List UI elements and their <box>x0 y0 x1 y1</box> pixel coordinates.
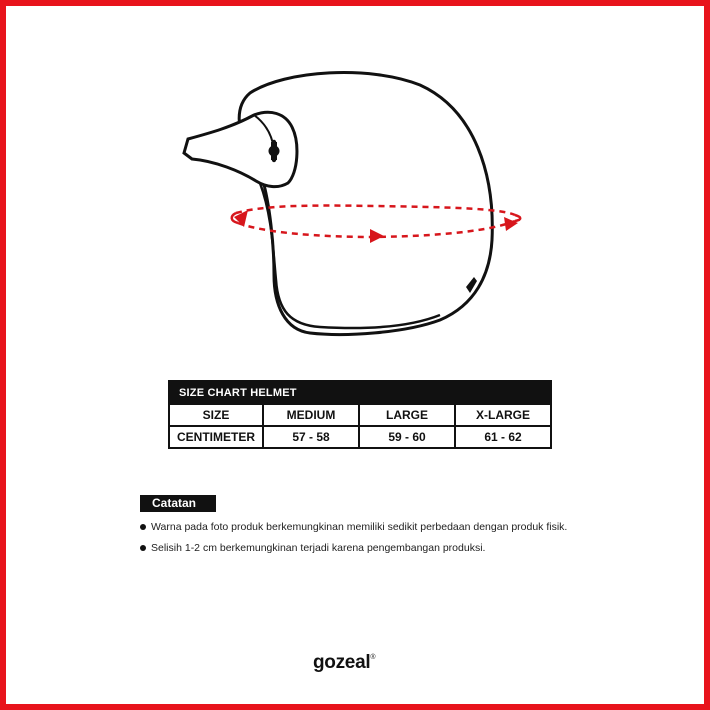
size-chart-title: SIZE CHART HELMET <box>169 381 551 404</box>
value-x-large: 61 - 62 <box>455 426 551 448</box>
header-medium: MEDIUM <box>263 404 359 426</box>
header-x-large: X-LARGE <box>455 404 551 426</box>
table-header-row <box>169 404 551 426</box>
note-text: Selisih 1-2 cm berkemungkinan terjadi karena pengembangan produksi. <box>151 542 486 554</box>
brand-name: gozeal <box>313 652 371 673</box>
size-chart-table <box>168 380 552 449</box>
bullet-icon <box>140 524 146 530</box>
notes-label: Catatan <box>140 495 216 512</box>
brand-logo <box>313 652 375 674</box>
notes-list <box>140 520 567 562</box>
helmet-visor <box>184 112 297 186</box>
helmet-illustration <box>170 65 550 355</box>
row-unit-label: CENTIMETER <box>169 426 263 448</box>
value-medium: 57 - 58 <box>263 426 359 448</box>
value-large: 59 - 60 <box>359 426 455 448</box>
list-item <box>140 520 567 541</box>
note-text: Warna pada foto produk berkemungkinan memiliki sedikit perbedaan dengan produk fisik. <box>151 521 568 533</box>
header-large: LARGE <box>359 404 455 426</box>
bullet-icon <box>140 545 146 551</box>
registered-mark: ® <box>370 654 376 661</box>
header-size: SIZE <box>169 404 263 426</box>
table-row <box>169 426 551 448</box>
list-item <box>140 541 567 562</box>
